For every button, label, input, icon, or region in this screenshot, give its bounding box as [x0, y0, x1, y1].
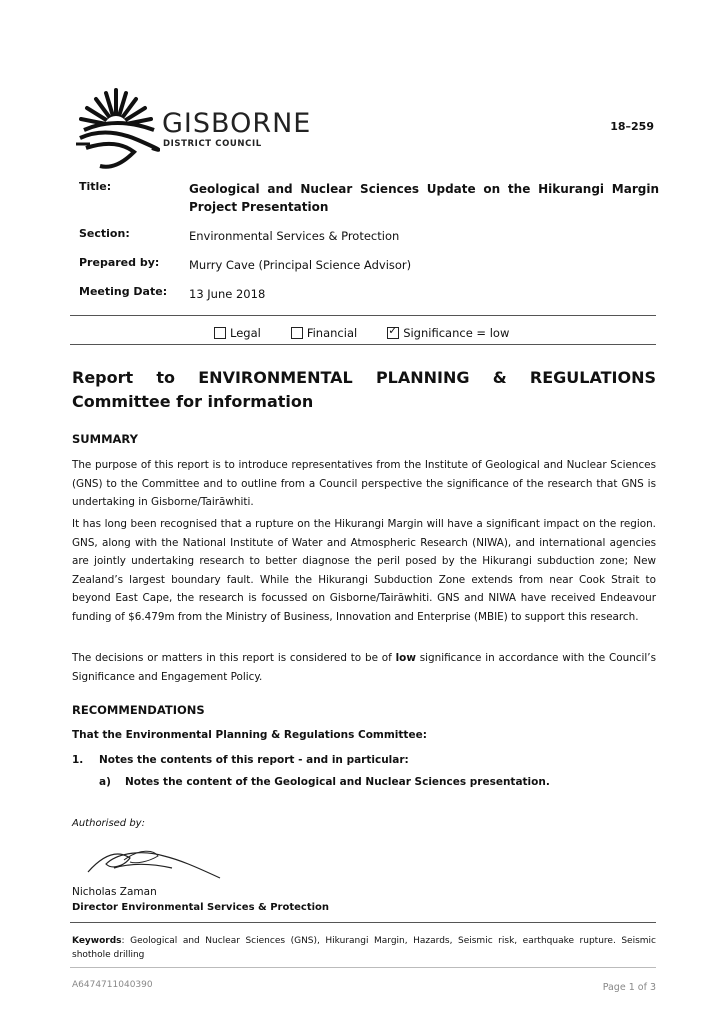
recommendation-number: 1. [72, 754, 84, 766]
flag-label: Significance = low [403, 326, 510, 340]
flag-financial [291, 326, 357, 340]
recommendation-subnumber: a) [99, 776, 111, 788]
checked-checkbox-icon [387, 327, 399, 339]
logo-subtitle: DISTRICT COUNCIL [163, 139, 262, 149]
footer-divider [70, 967, 656, 968]
meta-value: Murry Cave (Principal Science Advisor) [189, 258, 412, 272]
meta-value: 13 June 2018 [189, 287, 266, 301]
divider [70, 344, 656, 345]
meta-prepared-row [79, 256, 659, 274]
meta-label: Title: [79, 180, 112, 193]
keywords-label: Keywords [72, 936, 122, 946]
authorised-label: Authorised by: [72, 818, 145, 829]
report-title: Report to ENVIRONMENTAL PLANNING & REGULATIONS Committee for information [72, 368, 656, 411]
logo-wordmark: GISBORNE [162, 108, 312, 139]
recommendation-item: Notes the contents of this report - and in particular: [99, 754, 409, 766]
recommendations-heading: RECOMMENDATIONS [72, 703, 205, 717]
meta-value: Environmental Services & Protection [189, 229, 400, 243]
file-reference: A6474711040390 [72, 980, 153, 990]
council-logo [76, 86, 316, 176]
text-run: significance in accordance with the Council’s Significance and Engagement Policy. [72, 652, 656, 683]
summary-paragraph-3 [72, 649, 656, 686]
keywords-text: : Geological and Nuclear Sciences (GNS), Hikurangi Margin, Hazards, Seismic risk, earthquake rupture. Seismic shothole drilling [72, 936, 656, 960]
handwritten-signature-icon [84, 844, 224, 884]
meta-meeting-row [79, 285, 659, 303]
meta-section-row [79, 227, 659, 245]
recommendation-intro: That the Environmental Planning & Regulations Committee: [72, 729, 427, 741]
flag-label: Financial [306, 326, 358, 340]
meta-label: Meeting Date: [79, 285, 168, 298]
flag-label: Legal [230, 326, 261, 340]
divider [70, 315, 656, 316]
summary-heading: SUMMARY [72, 432, 138, 446]
text-run: The decisions or matters in this report is considered to be of [72, 652, 396, 664]
checkbox-icon [214, 327, 226, 339]
sunburst-wave-logo-icon [76, 86, 160, 176]
significance-level: low [395, 652, 416, 664]
keywords [72, 934, 656, 962]
document-number: 18–259 [610, 120, 654, 133]
report-metadata [79, 180, 659, 314]
meta-label: Prepared by: [79, 256, 160, 269]
flag-significance [387, 326, 509, 340]
recommendation-subitem: Notes the content of the Geological and Nuclear Sciences presentation. [125, 776, 550, 788]
flag-legal [214, 326, 261, 340]
summary-paragraph-1: The purpose of this report is to introduce representatives from the Institute of Geological and Nuclear Sciences (GNS) to the Committee and to outline from a Council perspective the significance of the research that GNS is undertaking in Gisborne/Tairāwhiti. [72, 459, 656, 509]
meta-label: Section: [79, 227, 130, 240]
signatory-role: Director Environmental Services & Protection [72, 902, 330, 913]
signatory-name: Nicholas Zaman [72, 886, 157, 898]
meta-value: Geological and Nuclear Sciences Update on the Hikurangi Margin Project Presentation [189, 182, 659, 214]
page-number: Page 1 of 3 [602, 982, 656, 993]
meta-title-row [79, 180, 659, 216]
checkbox-icon [291, 327, 303, 339]
summary-paragraph-2: It has long been recognised that a rupture on the Hikurangi Margin will have a significant impact on the region. GNS, along with the National Institute of Water and Atmospheric Research (NIWA), and international agencies are jointly undertaking research to better diagnose the peril posed by the Hikurangi subduction zone; New Zealand’s largest boundary fault. While the Hikurangi Subduction Zone extends from near Cook Strait to beyond East Cape, the research is focussed on Gisborne/Tairāwhiti. GNS and NIWA have received Endeavour funding of $6.479m from the Ministry of Business, Innovation and Enterprise (MBIE) to support this research. [72, 518, 656, 623]
report-flags [214, 326, 509, 340]
divider [70, 922, 656, 923]
